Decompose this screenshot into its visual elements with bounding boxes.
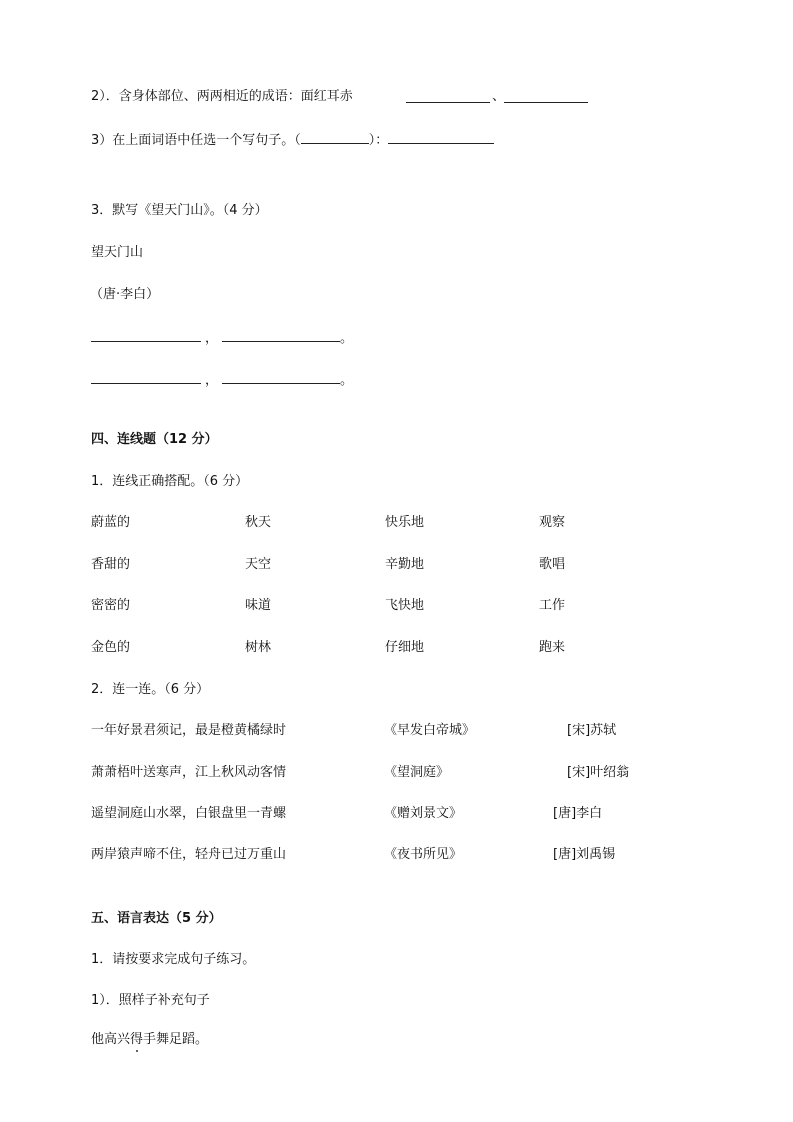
word-choice-blank[interactable] xyxy=(301,131,369,144)
poem-title[interactable]: 《早发白帝城》 xyxy=(384,723,476,738)
section-4-heading: 四、连线题（12 分） xyxy=(91,432,218,447)
example-text: 他高兴 xyxy=(91,1032,131,1047)
poem-author[interactable]: [宋]苏轼 xyxy=(567,723,617,738)
question-2-2 xyxy=(91,89,353,105)
match-item[interactable]: 金色的 xyxy=(91,640,131,655)
match-item[interactable]: 天空 xyxy=(245,557,272,572)
section-4-q2-title: 2．连一连。（6 分） xyxy=(91,682,210,697)
question-2-3 xyxy=(91,131,494,149)
question-middle: ）： xyxy=(368,133,389,148)
poem-line[interactable]: 萧萧梧叶送寒声，江上秋风动客情 xyxy=(91,765,287,780)
comma: ， xyxy=(205,373,219,388)
poem-title[interactable]: 《望洞庭》 xyxy=(384,765,450,780)
emphasized-char: 得 xyxy=(130,1032,144,1047)
question-3-title: 3．默写《望天门山》。（4 分） xyxy=(91,203,268,218)
poem-title[interactable]: 《夜书所见》 xyxy=(384,847,463,862)
poem-line[interactable]: 一年好景君须记，最是橙黄橘绿时 xyxy=(91,723,287,738)
match-item[interactable]: 香甜的 xyxy=(91,557,131,572)
period: 。 xyxy=(340,373,354,388)
section-5-sub1: 1）．照样子补充句子 xyxy=(91,993,210,1008)
sentence-blank[interactable] xyxy=(388,131,494,144)
poem-author: （唐·李白） xyxy=(90,287,160,302)
poem-line-2 xyxy=(91,371,353,389)
match-item[interactable]: 观察 xyxy=(539,515,566,530)
answer-blank-2[interactable] xyxy=(504,90,588,103)
section-5-q1-title: 1．请按要求完成句子练习。 xyxy=(91,952,256,967)
match-item[interactable]: 工作 xyxy=(539,598,566,613)
match-item[interactable]: 快乐地 xyxy=(385,515,425,530)
question-text: 3）在上面词语中任选一个写句子。（ xyxy=(91,133,301,148)
match-item[interactable]: 仔细地 xyxy=(385,640,425,655)
poem-blank-2[interactable] xyxy=(222,329,340,342)
comma: ， xyxy=(205,331,219,346)
match-item[interactable]: 秋天 xyxy=(245,515,272,530)
match-item[interactable]: 蔚蓝的 xyxy=(91,515,131,530)
poem-blank-4[interactable] xyxy=(222,371,340,384)
section-5-heading: 五、语言表达（5 分） xyxy=(91,911,222,926)
poem-title[interactable]: 《赠刘景文》 xyxy=(384,806,463,821)
poem-blank-3[interactable] xyxy=(91,371,201,384)
poem-title: 望天门山 xyxy=(91,245,144,260)
match-item[interactable]: 歌唱 xyxy=(539,557,566,572)
match-item[interactable]: 味道 xyxy=(245,598,272,613)
match-item[interactable]: 辛勤地 xyxy=(385,557,425,572)
poem-author[interactable]: [宋]叶绍翁 xyxy=(567,765,630,780)
question-text: 2）．含身体部位、两两相近的成语：面红耳赤 xyxy=(91,89,353,104)
match-item[interactable]: 飞快地 xyxy=(385,598,425,613)
poem-line[interactable]: 两岸猿声啼不住，轻舟已过万重山 xyxy=(91,847,287,862)
match-item[interactable]: 密密的 xyxy=(91,598,131,613)
poem-line-1 xyxy=(91,329,353,347)
answer-blank-1[interactable] xyxy=(406,90,490,103)
separator: 、 xyxy=(492,89,506,104)
poem-line[interactable]: 遥望洞庭山水翠，白银盘里一青螺 xyxy=(91,806,287,821)
example-sentence xyxy=(91,1032,208,1048)
period: 。 xyxy=(340,331,354,346)
section-4-q1-title: 1．连线正确搭配。（6 分） xyxy=(91,474,249,489)
example-text: 手舞足蹈。 xyxy=(143,1032,209,1047)
match-item[interactable]: 跑来 xyxy=(539,640,566,655)
poem-author[interactable]: [唐]李白 xyxy=(553,806,603,821)
poem-blank-1[interactable] xyxy=(91,329,201,342)
match-item[interactable]: 树林 xyxy=(245,640,272,655)
poem-author[interactable]: [唐]刘禹锡 xyxy=(553,847,616,862)
